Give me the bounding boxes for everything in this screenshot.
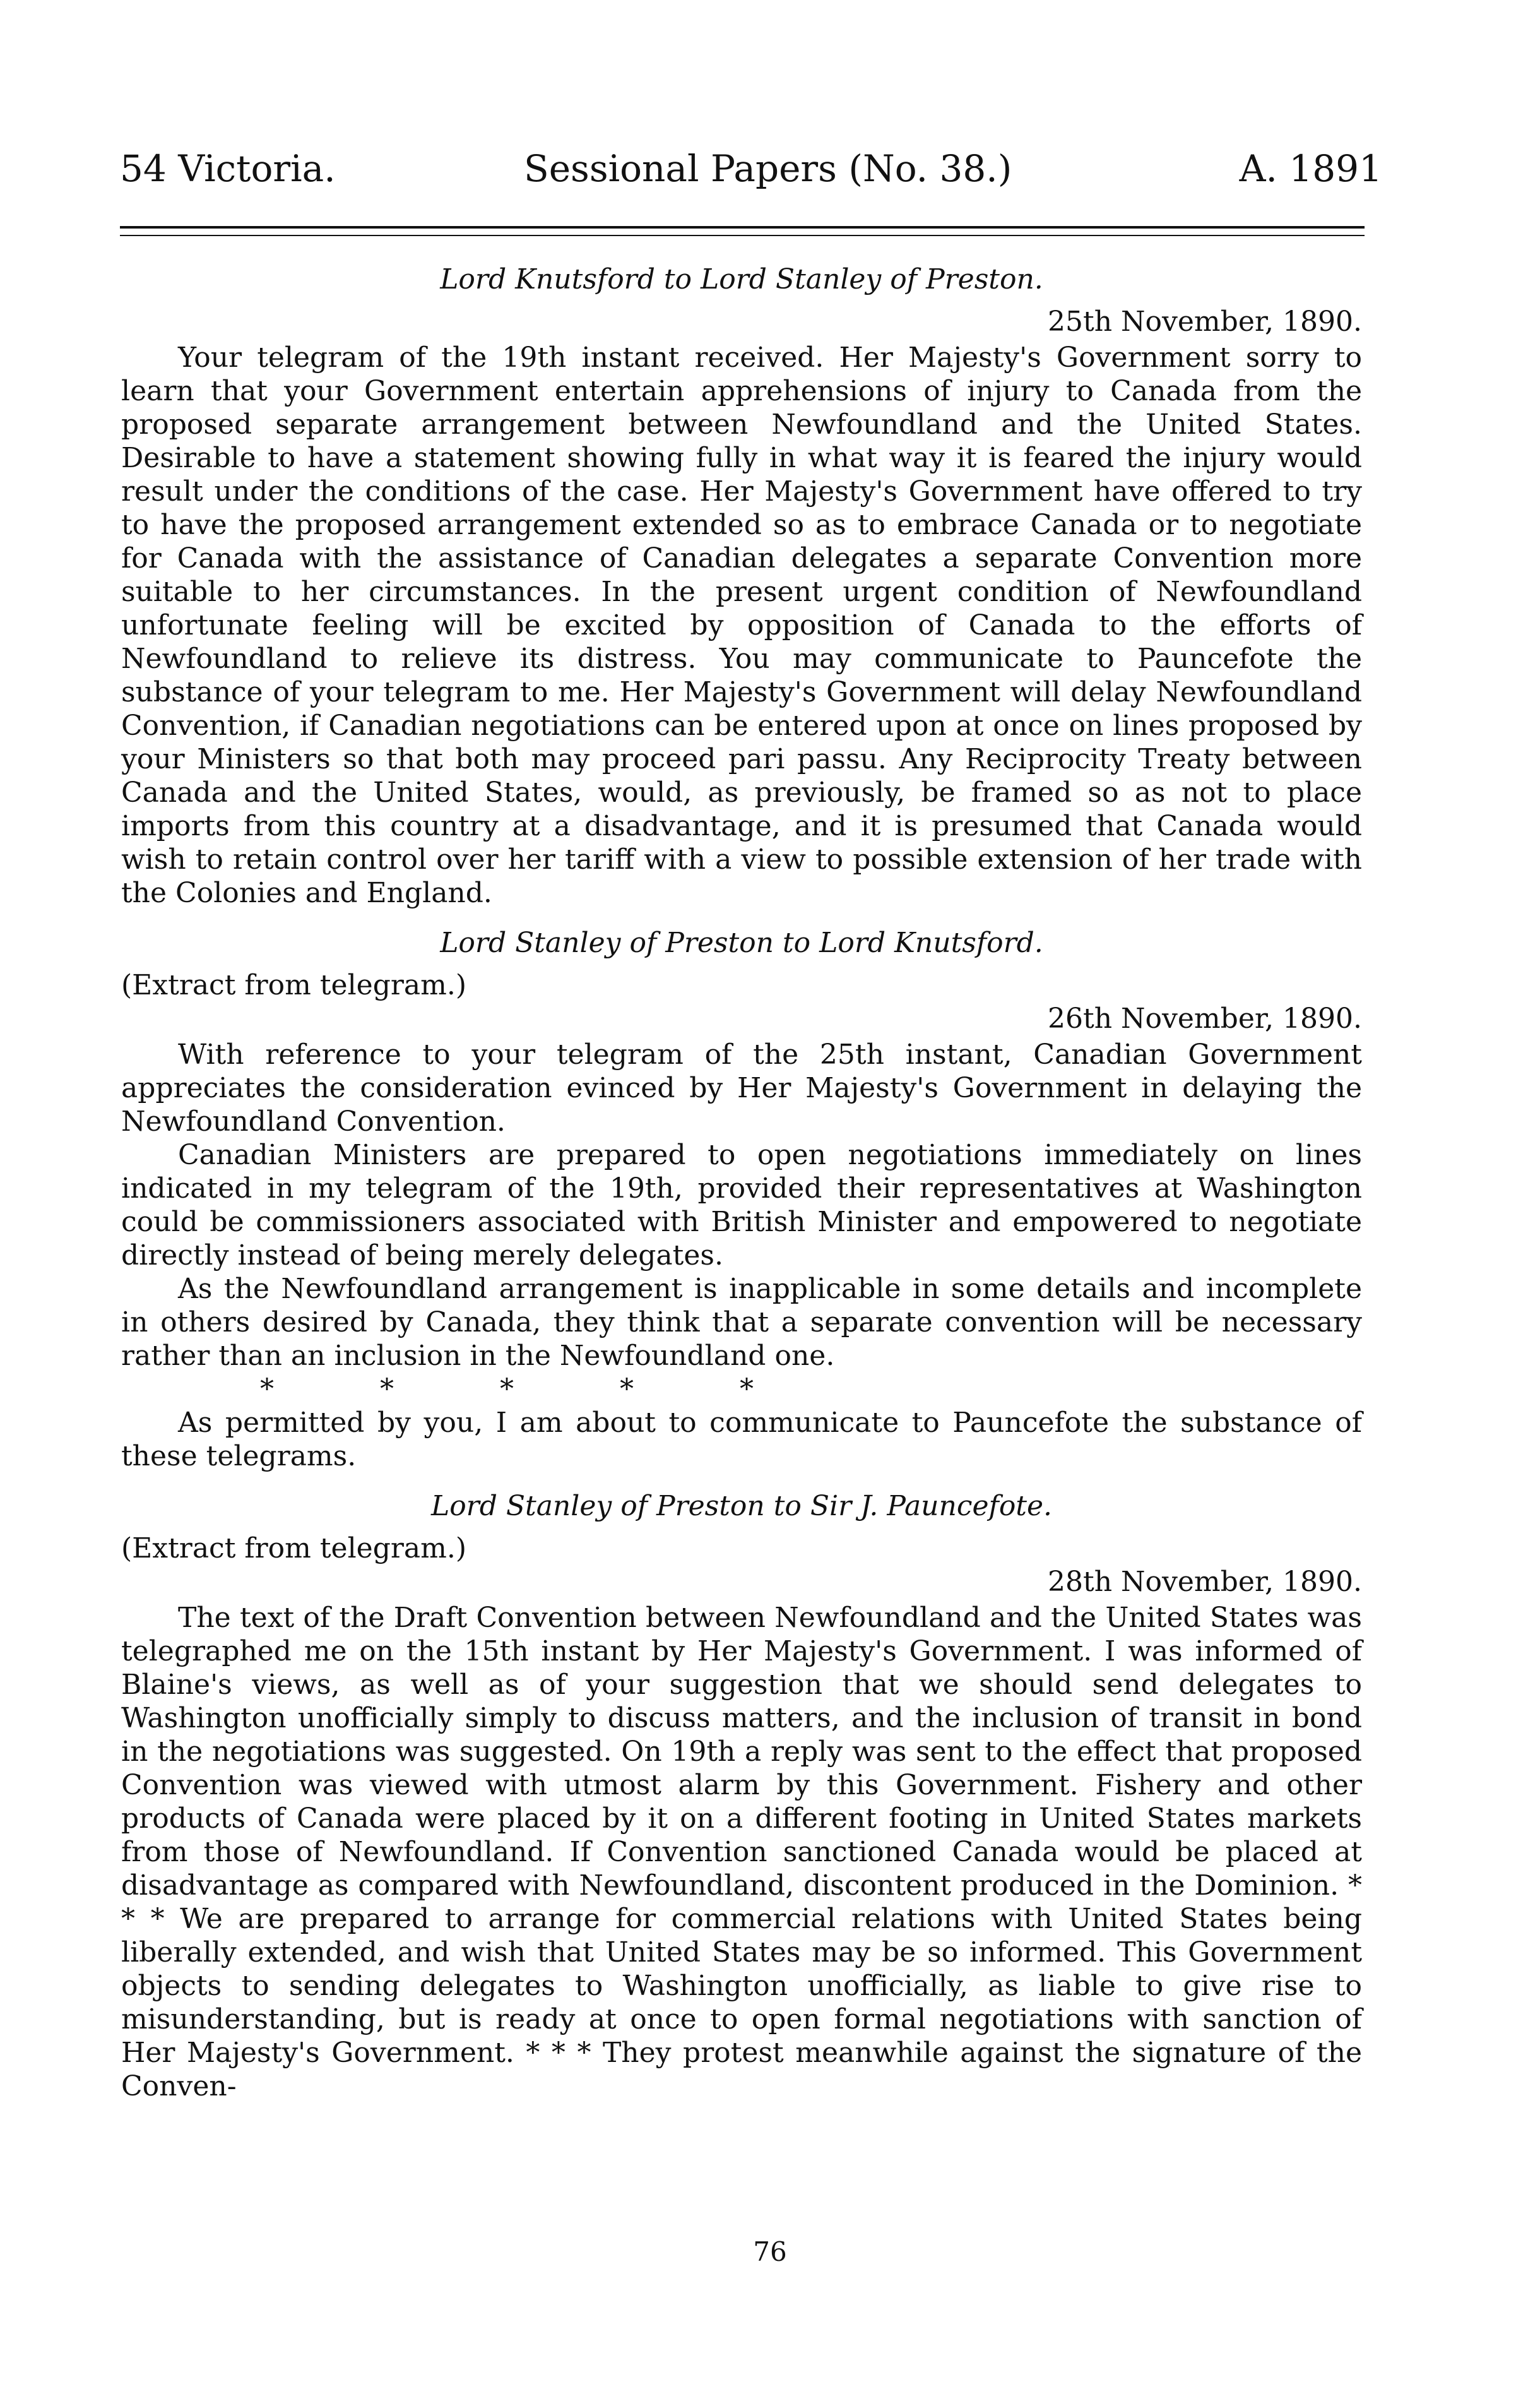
section2-paragraph: With reference to your telegram of the 25th instant, Canadian Government appreciates the consideration evinced by Her Majesty's Government in delaying the Newfoundland Convention. (121, 1039, 1362, 1138)
section1-date: 25th November, 1890. (1048, 306, 1362, 338)
section3-paragraph: The text of the Draft Convention between Newfoundland and the United States was telegraphed me on the 15th instant by Her Majesty's Government. I was informed of Blaine's views, as well as of your suggestion that we should send delegates to Washington unofficially simply to discuss matters, and the inclusion of transit in bond in the negotiations was suggested. On 19th a reply was sent to the effect that proposed Convention was viewed with utmost alarm by this Government. Fishery and other products of Canada were placed by it on a different footing in United States markets from those of Newfoundland. If Convention sanctioned Canada would be placed at disadvantage as compared with Newfoundland, discontent produced in the Dominion. * * * We are prepared to arrange for commercial relations with United States being liberally extended, and wish that United States may be so informed. This Government objects to sending delegates to Washington unofficially, as liable to give rise to misunderstanding, but is ready at once to open formal negotiations with sanction of Her Majesty's Government. * * * They protest meanwhile against the signature of the Conven- (121, 1602, 1362, 2102)
section2-closing-paragraph: As permitted by you, I am about to communicate to Pauncefote the substance of these telegrams. (121, 1407, 1362, 1472)
section3-date: 28th November, 1890. (1048, 1566, 1362, 1598)
section2-paragraph: As the Newfoundland arrangement is inapplicable in some details and incomplete in others desired by Canada, they think that a separate convention will be necessary rather than an inclusion in the Newfoundland one. (121, 1273, 1362, 1372)
running-head-left: 54 Victoria. (120, 147, 336, 190)
section1-heading: Lord Knutsford to Lord Stanley of Preston. (440, 263, 1043, 295)
header-rule-thin (120, 235, 1365, 236)
section3-heading: Lord Stanley of Preston to Sir J. Pauncefote. (430, 1490, 1053, 1522)
header-rule-thick (120, 226, 1365, 229)
running-head-center: Sessional Papers (No. 38.) (524, 147, 1012, 190)
asterisk: * (740, 1373, 754, 1405)
page-number: 76 (753, 2236, 787, 2267)
running-head (120, 140, 1382, 197)
section2-extract-note: (Extract from telegram.) (121, 969, 467, 1001)
asterisk: * (260, 1373, 274, 1405)
section3-extract-note: (Extract from telegram.) (121, 1532, 467, 1564)
page-body (121, 259, 1362, 2103)
asterisk: * (380, 1373, 394, 1405)
asterisk: * (500, 1373, 514, 1405)
section2-date: 26th November, 1890. (1048, 1003, 1362, 1035)
asterisk-separator (121, 1373, 1362, 1406)
running-head-right: A. 1891 (1239, 147, 1382, 190)
section2-paragraph: Canadian Ministers are prepared to open negotiations immediately on lines indicated in my telegram of the 19th, provided their representatives at Washington could be commissioners associated with British Minister and empowered to negotiate directly instead of being merely delegates. (121, 1139, 1362, 1272)
asterisk: * (620, 1373, 634, 1405)
section2-heading: Lord Stanley of Preston to Lord Knutsford. (440, 927, 1043, 959)
section1-paragraph: Your telegram of the 19th instant received. Her Majesty's Government sorry to learn that your Government entertain apprehensions of injury to Canada from the proposed separate arrangement between Newfoundland and the United States. Desirable to have a statement showing fully in what way it is feared the injury would result under the conditions of the case. Her Majesty's Government have offered to try to have the proposed arrangement extended so as to embrace Canada or to negotiate for Canada with the assistance of Canadian delegates a separate Convention more suitable to her circumstances. In the present urgent condition of Newfoundland unfortunate feeling will be excited by opposition of Canada to the efforts of Newfoundland to relieve its distress. You may communicate to Pauncefote the substance of your telegram to me. Her Majesty's Government will delay Newfoundland Convention, if Canadian negotiations can be entered upon at once on lines proposed by your Ministers so that both may proceed pari passu. Any Reciprocity Treaty between Canada and the United States, would, as previously, be framed so as not to place imports from this country at a disadvantage, and it is presumed that Canada would wish to retain control over her tariff with a view to possible extension of her trade with the Colonies and England. (121, 342, 1362, 909)
